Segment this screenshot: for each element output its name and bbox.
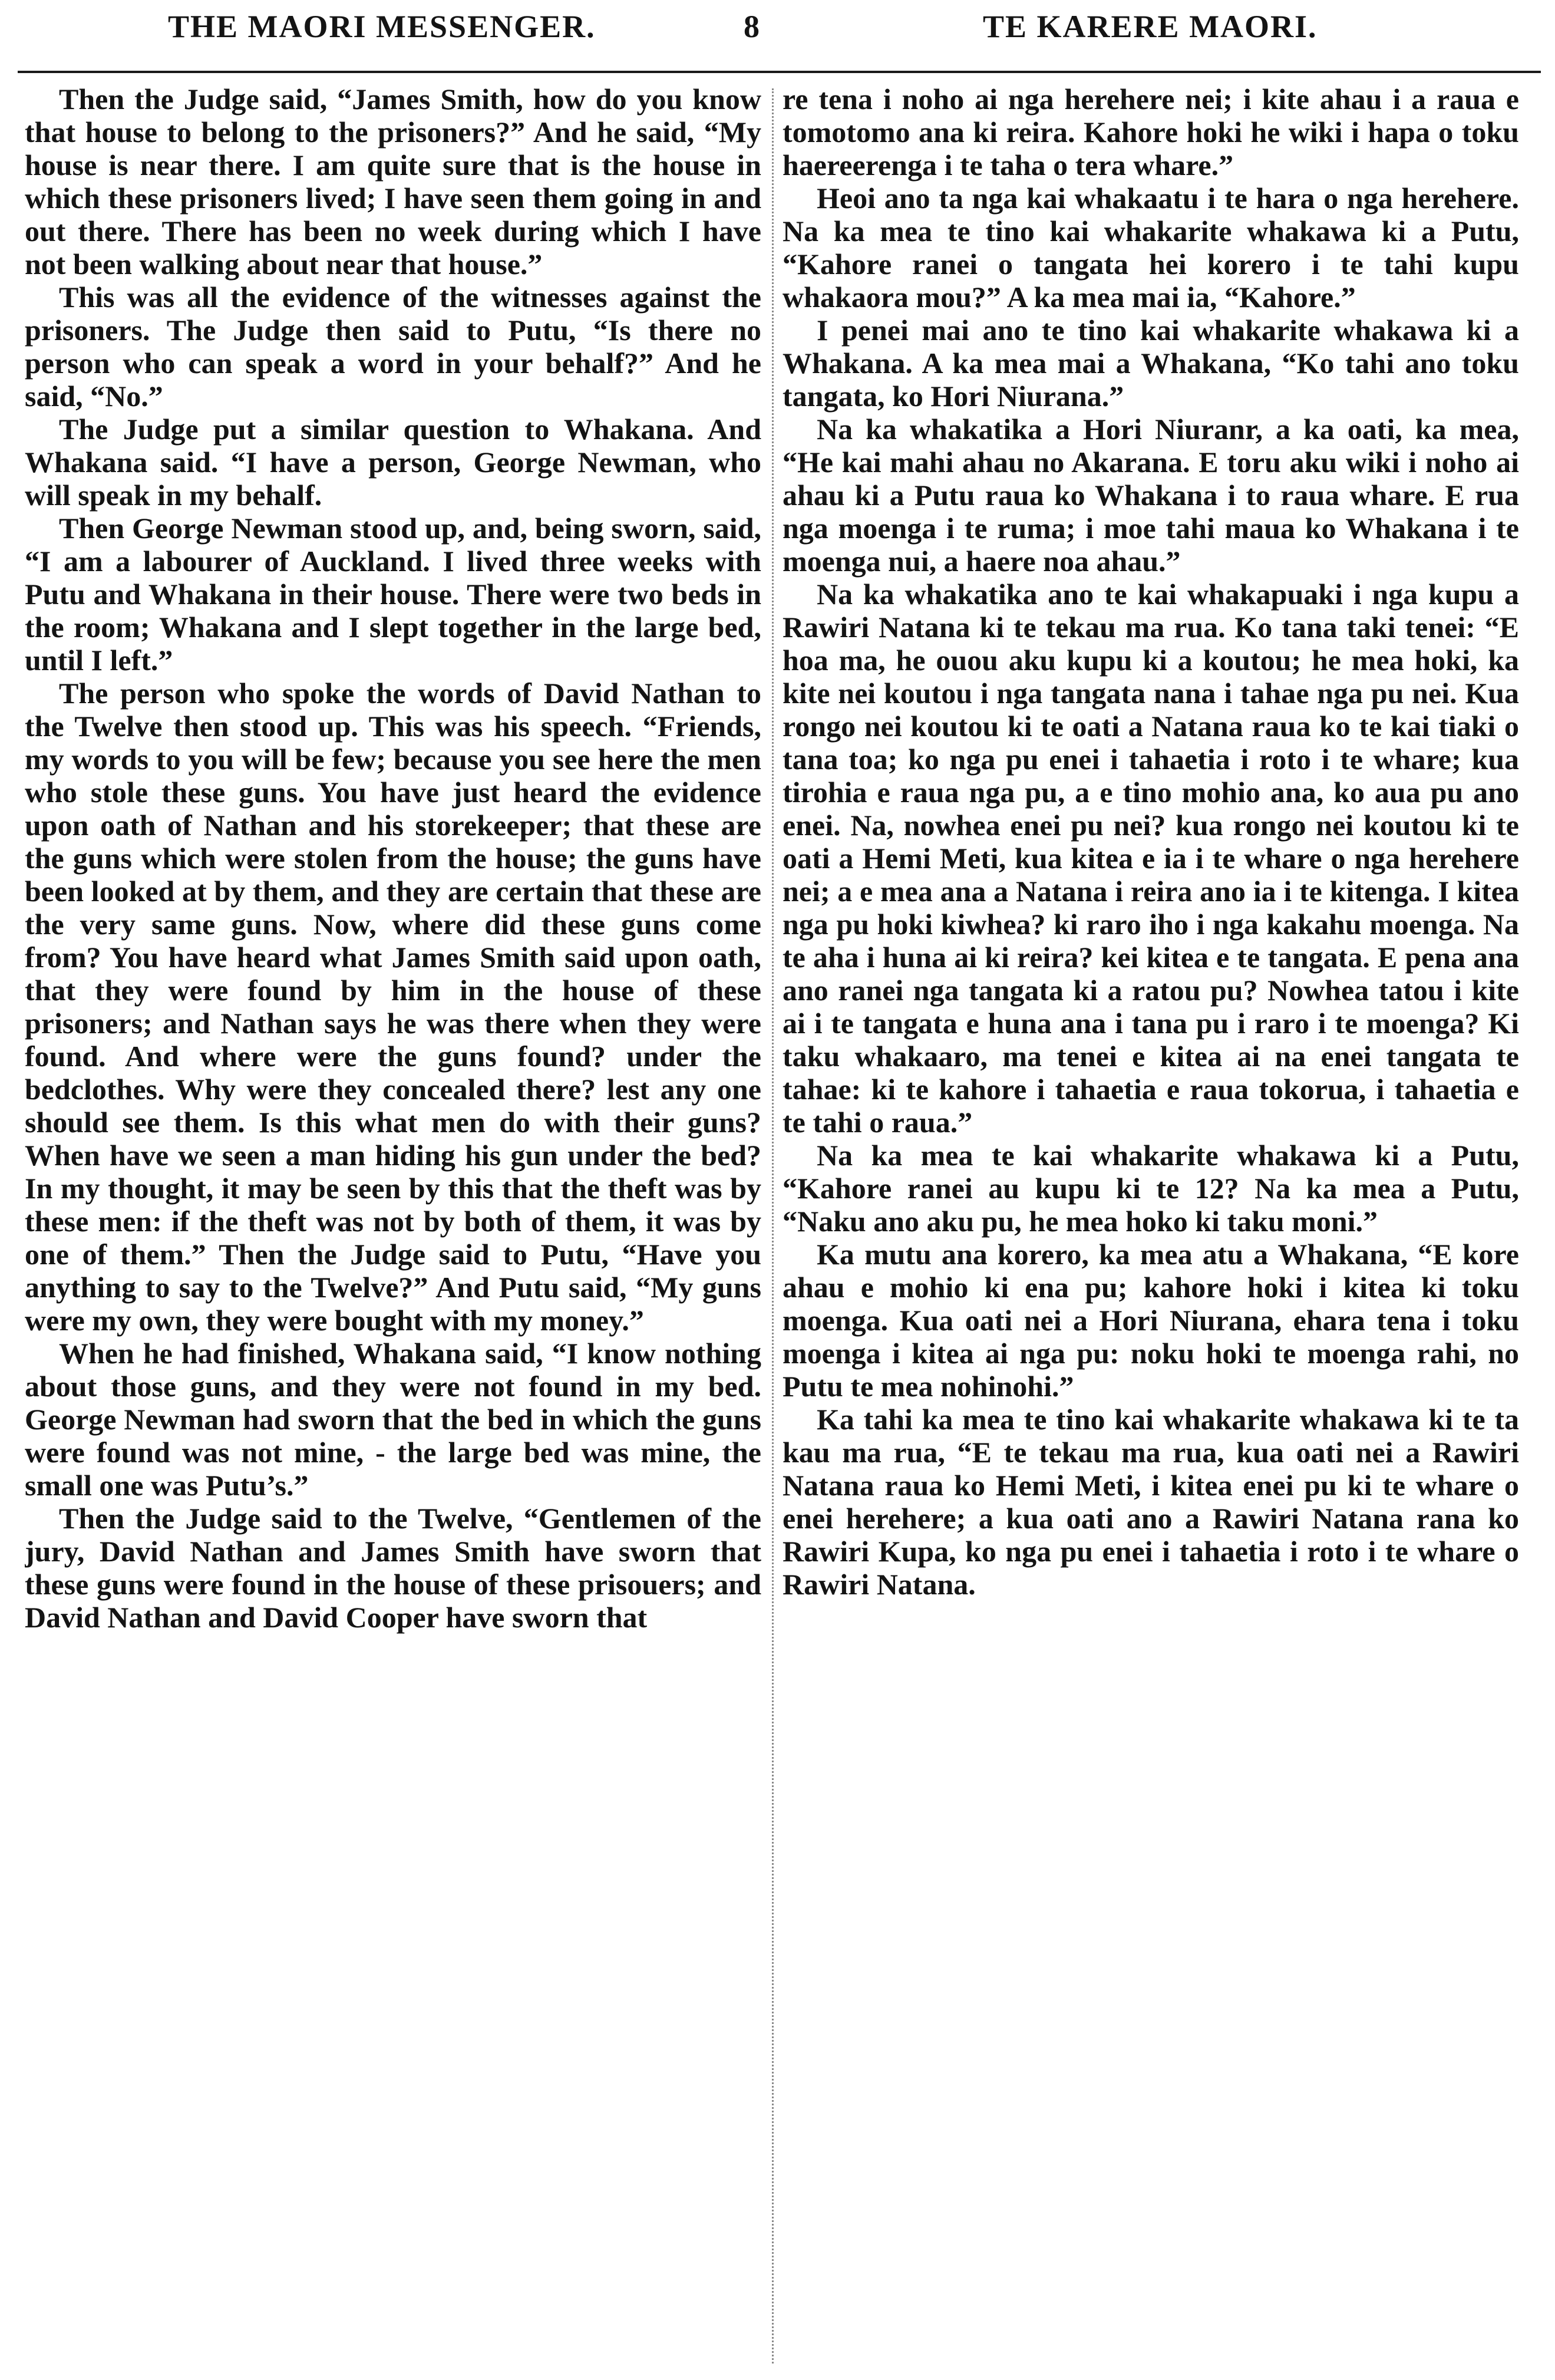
paragraph: Ka mutu ana korero, ka mea atu a Whakana, “E kore ahau e mohio ki ena pu; kahore hoki i kitea ki toku moenga. Kua oati nei a Hori Niurana, ehara tena i toku moenga i kitea ai nga pu: noku hoki te moenga rahi, no Putu te mea nohinohi.” [783,1238,1519,1403]
paragraph: re tena i noho ai nga herehere nei; i kite ahau i a raua e tomotomo ana ki reira. Kahore hoki he wiki i hapa o toku haereerenga i te taha o tera whare.” [783,83,1519,182]
english-column [25,83,761,2369]
paragraph: Then the Judge said to the Twelve, “Gentlemen of the jury, David Nathan and James Smith have sworn that these guns were found in the house of these prisouers; and David Nathan and David Cooper have sworn that [25,1502,761,1634]
page-number: 8 [744,9,761,44]
header-title-maori: TE KARERE MAORI. [983,9,1318,44]
paragraph: The Judge put a similar question to Whakana. And Whakana said. “I have a person, George Newman, who will speak in my behalf. [25,413,761,512]
paragraph: I penei mai ano te tino kai whakarite whakawa ki a Whakana. A ka mea mai a Whakana, “Ko tahi ano toku tangata, ko Hori Niurana.” [783,314,1519,413]
column-divider [772,88,774,2363]
page-header [0,0,1555,71]
paragraph: The person who spoke the words of David Nathan to the Twelve then stood up. This was his speech. “Friends, my words to you will be few; because you see here the men who stole these guns. You have just heard the evidence upon oath of Nathan and his storekeeper; that these are the guns which were stolen from the house; the guns have been looked at by them, and they are certain that these are the very same guns. Now, where did these guns come from? You have heard what James Smith said upon oath, that they were found by him in the house of these prisoners; and Nathan says he was there when they were found. And where were the guns found? under the bedclothes. Why were they concealed there? lest any one should see them. Is this what men do with their guns? When have we seen a man hiding his gun under the bed? In my thought, it may be seen by this that the theft was by these men: if the theft was not by both of them, it was by one of them.” Then the Judge said to Putu, “Have you anything to say to the Twelve?” And Putu said, “My guns were my own, they were bought with my money.” [25,677,761,1337]
paragraph: This was all the evidence of the witnesses against the prisoners. The Judge then said to Putu, “Is there no person who can speak a word in your behalf?” And he said, “No.” [25,281,761,413]
header-rule [18,71,1541,73]
paragraph: Na ka whakatika ano te kai whakapuaki i nga kupu a Rawiri Natana ki te tekau ma rua. Ko tana taki tenei: “E hoa ma, he ouou aku kupu ki a koutou; he mea hoki, ka kite nei koutou i nga tangata nana i tahae nga pu nei. Kua rongo nei koutou ki te oati a Natana raua ko te kai tiaki o tana toa; ko nga pu enei i tahaetia i roto i te whare; kua tirohia e raua nga pu, a e tino mohio ana, ko aua pu ano enei. Na, nowhea enei pu nei? kua rongo nei koutou ki te oati a Hemi Meti, kua kitea e ia i te whare o nga herehere nei; a e mea ana a Natana i reira ano ia i te kitenga. I kitea nga pu hoki kiwhea? ki raro iho i nga kakahu moenga. Na te aha i huna ai ki reira? kei kitea e te tangata. E pena ana ano ranei nga tangata ki a ratou pu? Nowhea tatou i kite ai i te tangata e huna ana i tana pu i raro i te moenga? Ki taku whakaaro, ma tenei e kitea ai na enei tangata te tahae: ki te kahore i tahaetia e raua tokorua, i tahaetia e te tahi o raua.” [783,578,1519,1139]
paragraph: Na ka mea te kai whakarite whakawa ki a Putu, “Kahore ranei au kupu ki te 12? Na ka mea a Putu, “Naku ano aku pu, he mea hoko ki taku moni.” [783,1139,1519,1238]
paragraph: Ka tahi ka mea te tino kai whakarite whakawa ki te ta kau ma rua, “E te tekau ma rua, kua oati nei a Rawiri Natana raua ko Hemi Meti, i kitea enei pu ki te whare o enei herehere; a kua oati ano a Rawiri Natana rana ko Rawiri Kupa, ko nga pu enei i tahaetia i roto i te whare o Rawiri Natana. [783,1403,1519,1601]
header-title-english: THE MAORI MESSENGER. [168,9,596,44]
maori-column [783,83,1519,2369]
paragraph: Then the Judge said, “James Smith, how do you know that house to belong to the prisoners?” And he said, “My house is near there. I am quite sure that is the house in which these prisoners lived; I have seen them going in and out there. There has been no week during which I have not been walking about near that house.” [25,83,761,281]
paragraph: Na ka whakatika a Hori Niuranr, a ka oati, ka mea, “He kai mahi ahau no Akarana. E toru aku wiki i noho ai ahau ki a Putu raua ko Whakana i to raua whare. E rua nga moenga i te ruma; i moe tahi maua ko Whakana i te moenga nui, a haere noa ahau.” [783,413,1519,578]
paragraph: Then George Newman stood up, and, being sworn, said, “I am a labourer of Auckland. I lived three weeks with Putu and Whakana in their house. There were two beds in the room; Whakana and I slept together in the large bed, until I left.” [25,512,761,677]
paragraph: Heoi ano ta nga kai whakaatu i te hara o nga herehere. Na ka mea te tino kai whakarite whakawa ki a Putu, “Kahore ranei o tangata hei korero i te tahi kupu whakaora mou?” A ka mea mai ia, “Kahore.” [783,182,1519,314]
paragraph: When he had finished, Whakana said, “I know nothing about those guns, and they were not found in my bed. George Newman had sworn that the bed in which the guns were found was not mine, - the large bed was mine, the small one was Putu’s.” [25,1337,761,1502]
